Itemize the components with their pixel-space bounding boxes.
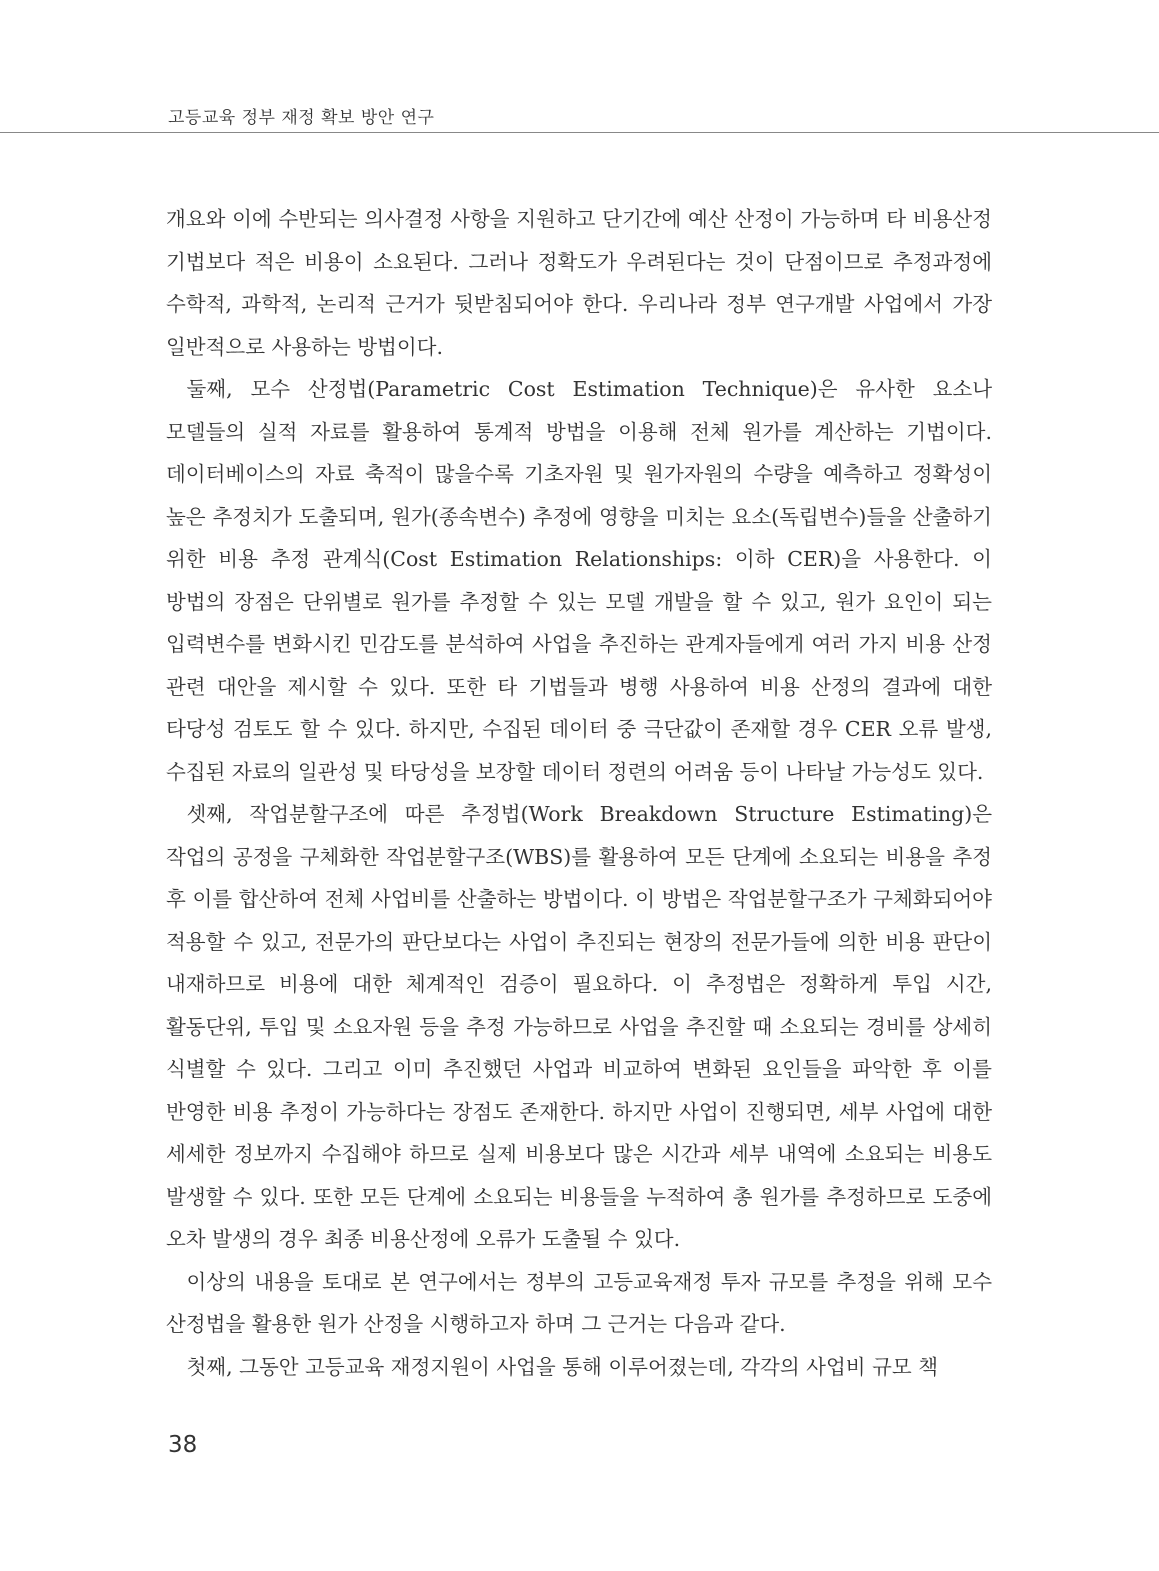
paragraph-first-reason: 첫째, 그동안 고등교육 재정지원이 사업을 통해 이루어졌는데, 각각의 사업비 규모 책 (186, 1354, 938, 1379)
paragraph-study-approach: 이상의 내용을 토대로 본 연구에서는 정부의 고등교육재정 투자 규모를 추정을 위해 모수 산정법을 활용한 원가 산정을 시행하고자 하며 그 근거는 다음과 같다. (166, 1269, 992, 1336)
body-text (166, 198, 992, 1388)
page-number: 38 (168, 1432, 198, 1458)
header-divider (0, 132, 1159, 133)
paragraph-continuation: 개요와 이에 수반되는 의사결정 사항을 지원하고 단기간에 예산 산정이 가능하며 타 비용산정 기법보다 적은 비용이 소요된다. 그러나 정확도가 우려된다는 것이 단점이므로 추정과정에 수학적, 과학적, 논리적 근거가 뒷받침되어야 한다. 우리나라 정부 연구개발 사업에서 가장 일반적으로 사용하는 방법이다. (166, 207, 992, 359)
paragraph-wbs-estimation: 셋째, 작업분할구조에 따른 추정법(Work Breakdown Structure Estimating)은 작업의 공정을 구체화한 작업분할구조(WBS)를 활용하여 모든 단계에 소요되는 비용을 추정 후 이를 합산하여 전체 사업비를 산출하는 방법이다. 이 방법은 작업분할구조가 구체화되어야 적용할 수 있고, 전문가의 판단보다는 사업이 추진되는 현장의 전문가들에 의한 비용 판단이 내재하므로 비용에 대한 체계적인 검증이 필요하다. 이 추정법은 정확하게 투입 시간, 활동단위, 투입 및 소요자원 등을 추정 가능하므로 사업을 추진할 때 소요되는 경비를 상세히 식별할 수 있다. 그리고 이미 추진했던 사업과 비교하여 변화된 요인들을 파악한 후 이를 반영한 비용 추정이 가능하다는 장점도 존재한다. 하지만 사업이 진행되면, 세부 사업에 대한 세세한 정보까지 수집해야 하므로 실제 비용보다 많은 시간과 세부 내역에 소요되는 비용도 발생할 수 있다. 또한 모든 단계에 소요되는 비용들을 누적하여 총 원가를 추정하므로 도중에 오차 발생의 경우 최종 비용산정에 오류가 도출될 수 있다. (166, 802, 992, 1251)
running-header-title: 고등교육 정부 재정 확보 방안 연구 (168, 108, 435, 128)
paragraph-parametric-estimation: 둘째, 모수 산정법(Parametric Cost Estimation Technique)은 유사한 요소나 모델들의 실적 자료를 활용하여 통계적 방법을 이용해 전체 원가를 계산하는 기법이다. 데이터베이스의 자료 축적이 많을수록 기초자원 및 원가자원의 수량을 예측하고 정확성이 높은 추정치가 도출되며, 원가(종속변수) 추정에 영향을 미치는 요소(독립변수)들을 산출하기 위한 비용 추정 관계식(Cost Estimation Relationships: 이하 CER)을 사용한다. 이 방법의 장점은 단위별로 원가를 추정할 수 있는 모델 개발을 할 수 있고, 원가 요인이 되는 입력변수를 변화시킨 민감도를 분석하여 사업을 추진하는 관계자들에게 여러 가지 비용 산정 관련 대안을 제시할 수 있다. 또한 타 기법들과 병행 사용하여 비용 산정의 결과에 대한 타당성 검토도 할 수 있다. 하지만, 수집된 데이터 중 극단값이 존재할 경우 CER 오류 발생, 수집된 자료의 일관성 및 타당성을 보장할 데이터 정련의 어려움 등이 나타날 가능성도 있다. (166, 377, 992, 784)
